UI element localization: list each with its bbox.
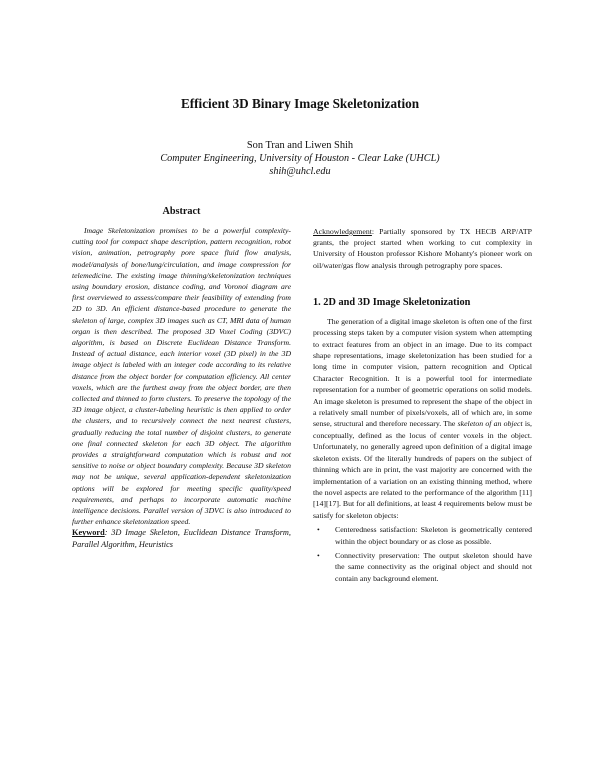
bullet-icon: •	[317, 550, 320, 560]
keywords-text: : 3D Image Skeleton, Euclidean Distance Transform, Parallel Algorithm, Heuristics	[72, 528, 291, 549]
abstract-body: Image Skeletonization promises to be a powerful complexity-cutting tool for compact shape description, pattern recognition, robot vision, animation, petrography pore space fluid flow analysis, model/analysis of bone/lung/circulation, and image compression for telemedicine. The existing image thinning/skeletonization techniques using boundary erosion, distance coding, and Voronoi diagram are first overviewed to assess/compare their feasibility of extending from 2D to 3D. An efficient distance-based procedure to generate the skeleton of large, complex 3D images such as CT, MRI data of human organ is then described. The proposed 3D Voxel Coding (3DVC) algorithm, is based on Discrete Euclidean Distance Transform. Instead of actual distance, each interior voxel (3D pixel) in the 3D image object is labeled with an integer code according to its relative distance from the object border for computation efficiency. All center voxels, which are the furthest away from the object border, are then collected and thinned to form clusters. To preserve the topology of the 3D image object, a cluster-labeling heuristic is then applied to order the clusters, and to recursively connect the next nearest clusters, gradually reducing the total number of disjoint clusters, to generate one final connected skeleton for each 3D object. The algorithm provides a straightforward computation which is robust and not sensitive to noise or object boundary complexity. Because 3D skeleton may not be unique, several application-dependent skeletonization options will be explored for meeting specific quality/speed requirements, and perhaps to incorporate automatic machine intelligence decisions. Parallel version of 3DVC is also introduced to further enhance skeletonization speed.	[72, 226, 291, 527]
section-1-paragraph	[313, 316, 532, 521]
list-item	[313, 524, 532, 547]
acknowledgement-text: : Partially sponsored by TX HECB ARP/ATP grants, the project started when working to cut complexity in University of Houston professor Kishore Mohanty's pioneer work on oil/water/gas flow analysis through petrography pore spaces.	[313, 227, 532, 270]
keywords	[72, 527, 291, 549]
list-item-text: Centeredness satisfaction: Skeleton is geometrically centered within the object boundary or as close as possible.	[335, 525, 532, 546]
requirements-list	[313, 524, 532, 584]
paragraph-text-part-1: The generation of a digital image skeleton is often one of the first processing steps taken by a computer vision system when attempting to extract features from an object in an image. Due to its compact shape representations, image skeletonization has been studied for a long time in computer vision, pattern recognition and Optical Character Recognition. It is a powerful tool for intermediate representation for a number of geometric operations on solid models. An image skeleton is presumed to represent the shape of the object in a relatively small number of pixels/voxels, all of which are, in some sense, structural and therefore necessary. The	[313, 316, 532, 429]
acknowledgement	[313, 226, 532, 271]
paper-authors: Son Tran and Liwen Shih	[246, 140, 354, 151]
section-1-heading: 1. 2D and 3D Image Skeletonization	[313, 296, 471, 308]
paragraph-emphasis: skeleton of an object	[457, 419, 523, 429]
paragraph-text-part-2: is, conceptually, defined as the locus of center voxels in the object. Unfortunately, no generally agreed upon definition of a digital image skeleton exists. Of the literally hundreds of papers on the subject of thinning which are in print, the vast majority are concerned with the implementation of a variation on an existing thinning method, where the novel aspects are related to the performance of the algorithm [11][14][17]. But for all definitions, at least 4 requirements below must be satisfy for skeleton objects:	[313, 419, 532, 520]
paper-affiliation: Computer Engineering, University of Houston - Clear Lake (UHCL)	[160, 153, 440, 164]
abstract-heading: Abstract	[162, 206, 201, 217]
author-email: shih@uhcl.edu	[269, 166, 331, 177]
list-item	[313, 550, 532, 584]
left-column	[72, 206, 291, 550]
keywords-label: Keyword	[72, 528, 105, 538]
paper-title: Efficient 3D Binary Image Skeletonization	[180, 96, 420, 111]
acknowledgement-label: Acknowledgement	[313, 227, 372, 236]
bullet-icon: •	[317, 525, 320, 535]
right-column	[313, 226, 532, 587]
list-item-text: Connectivity preservation: The output skeleton should have the same connectivity as the original object and should not contain any background element.	[335, 550, 532, 583]
